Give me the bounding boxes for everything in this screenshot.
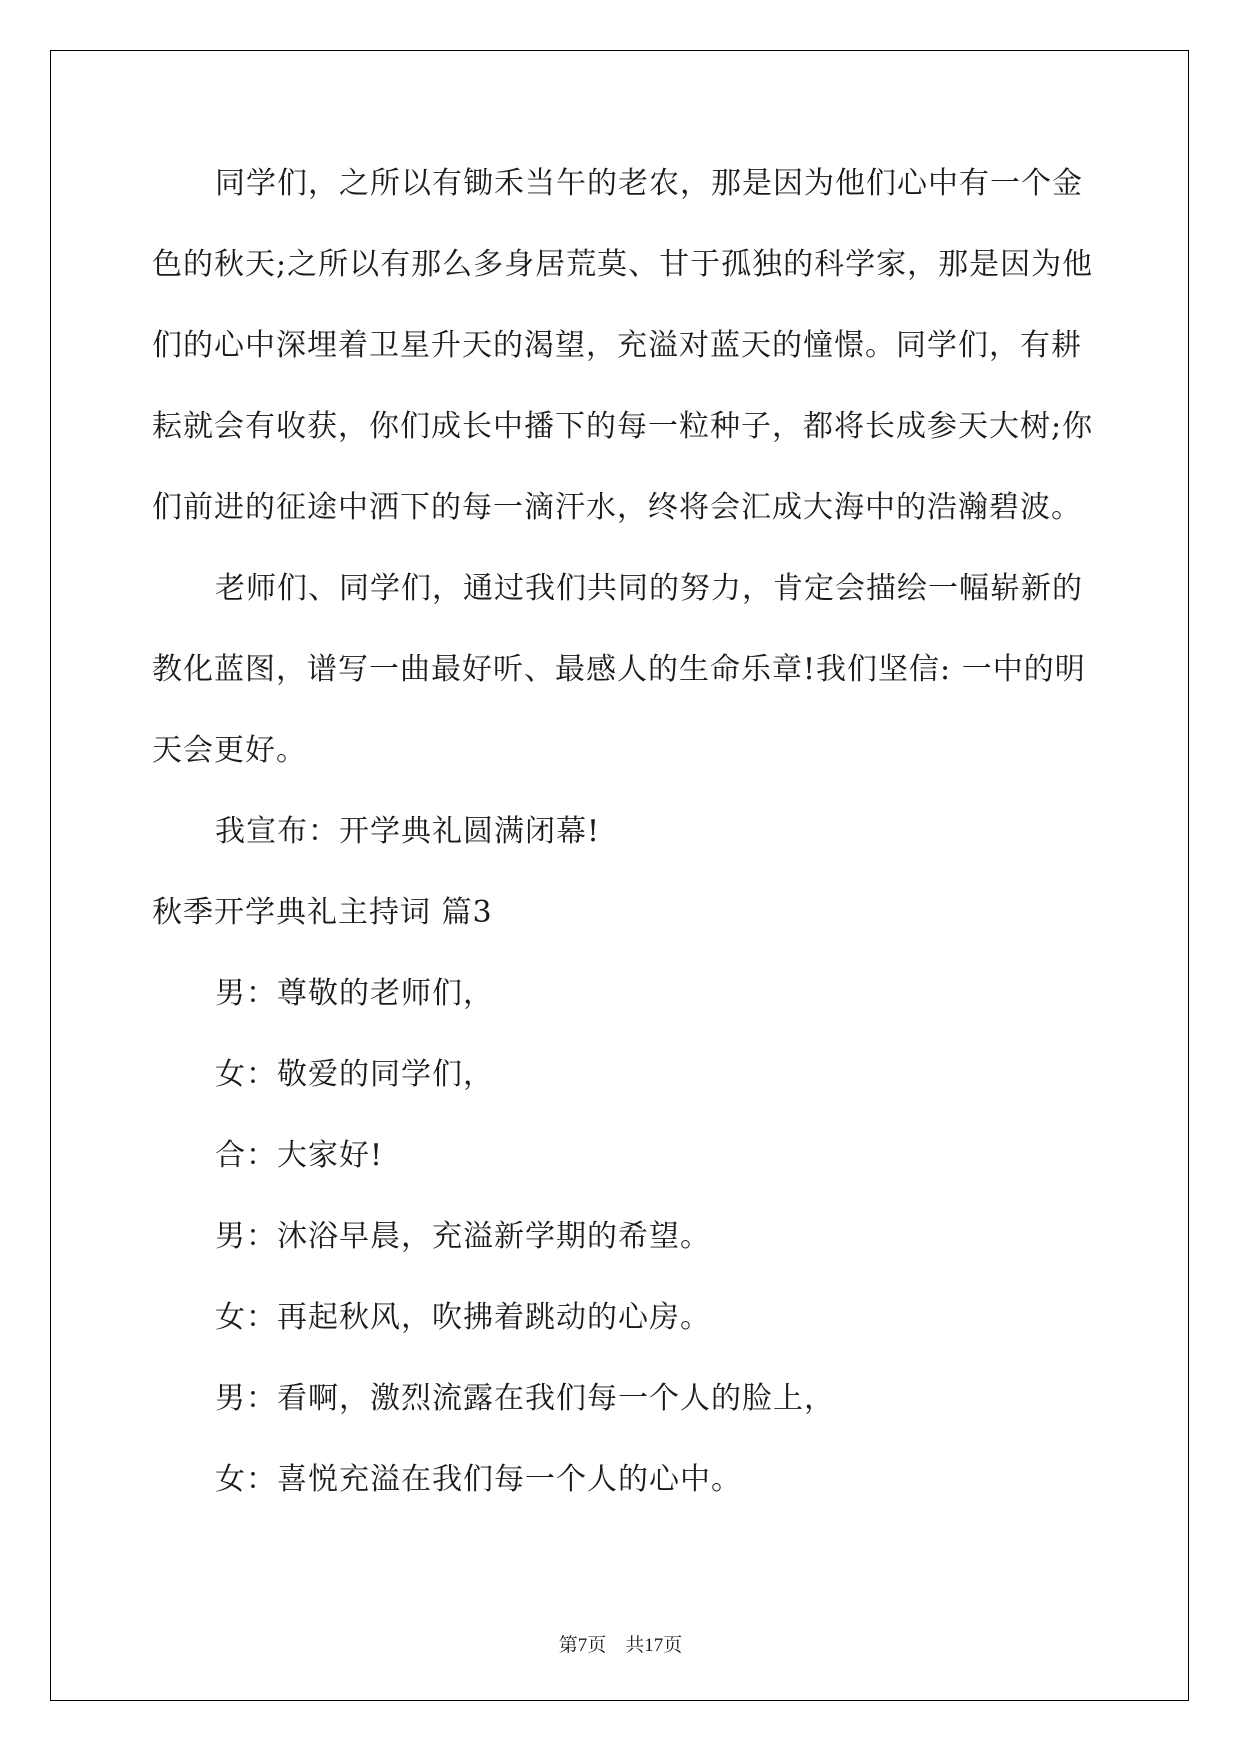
text-line: 合：大家好!	[215, 1138, 384, 1173]
text-line: 教化蓝图，谱写一曲最好听、最感人的生命乐章!我们坚信: 一中的明	[152, 652, 1086, 687]
text-line: 男：尊敬的老师们，	[215, 976, 494, 1011]
text-line: 男：看啊，激烈流露在我们每一个人的脸上，	[215, 1381, 835, 1416]
text-line: 天会更好。	[152, 733, 307, 768]
text-line: 女：敬爱的同学们，	[215, 1057, 494, 1092]
text-line: 老师们、同学们，通过我们共同的努力，肯定会描绘一幅崭新的	[215, 571, 1083, 606]
text-line: 色的秋天;之所以有那么多身居荒莫、甘于孤独的科学家，那是因为他	[152, 247, 1094, 282]
text-line: 们的心中深埋着卫星升天的渴望，充溢对蓝天的憧憬。同学们，有耕	[152, 328, 1082, 363]
section-heading: 秋季开学典礼主持词 篇3	[152, 895, 493, 930]
text-line: 女：再起秋风，吹拂着跳动的心房。	[215, 1300, 711, 1335]
page-footer: 第7页 共17页	[558, 1635, 683, 1656]
text-line: 男：沐浴早晨，充溢新学期的希望。	[215, 1219, 711, 1254]
text-line: 耘就会有收获，你们成长中播下的每一粒种子，都将长成参天大树;你	[152, 409, 1094, 444]
text-line: 我宣布：开学典礼圆满闭幕!	[215, 814, 601, 849]
text-line: 同学们，之所以有锄禾当午的老农，那是因为他们心中有一个金	[215, 166, 1083, 201]
text-line: 们前进的征途中洒下的每一滴汗水，终将会汇成大海中的浩瀚碧波。	[152, 490, 1082, 525]
text-line: 女：喜悦充溢在我们每一个人的心中。	[215, 1462, 742, 1497]
